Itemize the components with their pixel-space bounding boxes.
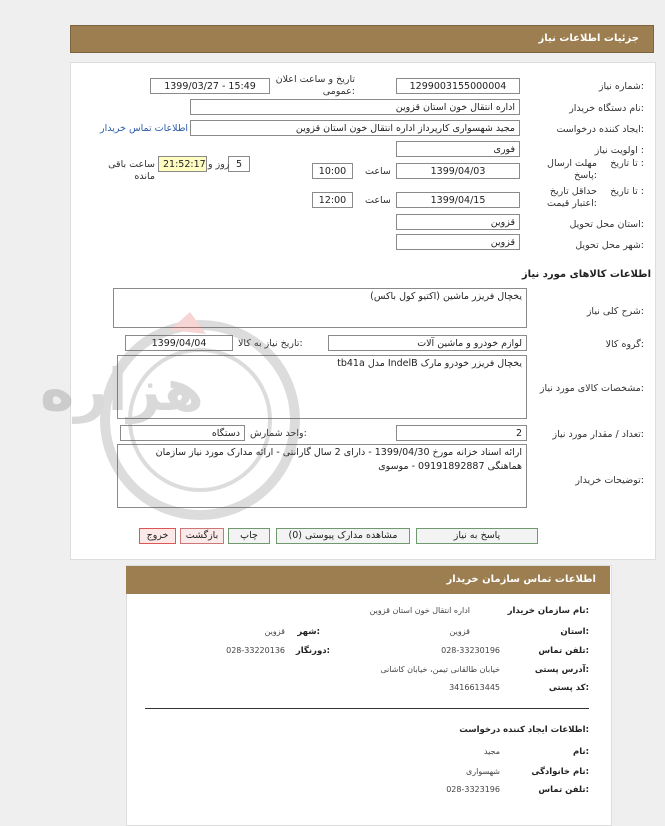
reply-button[interactable]: پاسخ به نیاز — [416, 528, 538, 544]
watermark-text: هزاره — [40, 356, 204, 424]
quantity-label: تعداد / مقدار مورد نیاز: — [552, 429, 644, 440]
summary-label: شرح کلی نیاز: — [586, 306, 644, 317]
exit-button[interactable]: خروج — [139, 528, 176, 544]
org-name-value: اداره انتقال خون استان قزوین — [369, 606, 470, 615]
reply-time-field: 10:00 — [312, 163, 353, 179]
province-value: قزوین — [449, 627, 470, 636]
city-label: شهر: — [297, 627, 320, 637]
view-attachments-button[interactable]: مشاهده مدارک پیوستی (0) — [276, 528, 410, 544]
price-validity-label: حداقل تاریخ اعتبار قیمت: — [547, 186, 597, 209]
city-value: قزوین — [264, 627, 285, 636]
priority-field: فوری — [396, 141, 520, 157]
buyer-contact-link[interactable]: اطلاعات تماس خریدار — [100, 123, 189, 134]
address-label: آدرس پستی: — [534, 665, 589, 675]
fax-label: دورنگار: — [295, 646, 330, 656]
need-number-label: شماره نیاز: — [598, 81, 644, 92]
creator-phone-value: 028-3323196 — [446, 785, 500, 794]
postal-code-value: 3416613445 — [449, 683, 500, 692]
price-validity-date-field: 1399/04/15 — [396, 192, 520, 208]
creator-family-label: نام خانوادگی: — [531, 767, 589, 777]
buyer-notes-label: توضیحات خریدار: — [575, 475, 644, 486]
unit-label: واحد شمارش: — [250, 428, 307, 439]
specs-field: یخچال فریزر خودرو مارک IndelB مدل tb41a — [117, 355, 527, 419]
buyer-notes-field: ارائه اسناد خزانه مورخ 1399/04/30 - دارای 2 سال گارانتی - ارائه مدارک مورد نیاز سازمان هماهنگی 09191892887 - موسوی — [117, 444, 527, 508]
requester-label: ایجاد کننده درخواست: — [556, 124, 644, 135]
reply-deadline-label: مهلت ارسال پاسخ: — [547, 158, 597, 181]
remaining-time-field: 21:52:17 — [158, 156, 207, 172]
specs-label: مشخصات کالای مورد نیاز: — [539, 383, 644, 394]
remaining-time-label: ساعت باقی مانده — [108, 159, 155, 182]
contact-card-header — [126, 566, 610, 594]
card-divider — [145, 708, 589, 709]
goods-section-title: اطلاعات کالاهای مورد نیاز — [521, 269, 651, 280]
page-header — [70, 25, 654, 53]
reply-date-field: 1399/04/03 — [396, 163, 520, 179]
reply-time-label: ساعت — [365, 166, 391, 177]
fax-value: 028-33220136 — [226, 646, 285, 655]
back-button[interactable]: بازگشت — [180, 528, 224, 544]
price-validity-time-field: 12:00 — [312, 192, 353, 208]
need-date-label: تاریخ نیاز به کالا: — [238, 338, 303, 349]
creator-phone-label: تلفن تماس: — [538, 785, 589, 795]
address-value: خیابان طالقانی تیمن، خیابان کاشانی — [380, 665, 500, 674]
delivery-province-label: استان محل تحویل: — [569, 219, 644, 230]
reply-until-date-label: تا تاریخ : — [610, 158, 644, 169]
delivery-city-field: قزوین — [396, 234, 520, 250]
need-date-field: 1399/04/04 — [125, 335, 233, 351]
delivery-city-label: شهر محل تحویل: — [575, 240, 644, 251]
buyer-org-field: اداره انتقال خون استان قزوین — [190, 99, 520, 115]
creator-name-label: نام: — [572, 747, 589, 757]
creator-name-value: مجید — [483, 747, 500, 756]
print-button[interactable]: چاپ — [228, 528, 270, 544]
priority-label: اولویت نیاز : — [594, 145, 644, 156]
quantity-field: 2 — [396, 425, 527, 441]
creator-family-value: شهسواری — [465, 767, 500, 776]
phone-label: تلفن تماس: — [538, 646, 589, 656]
delivery-province-field: قزوین — [396, 214, 520, 230]
creator-section-title: اطلاعات ایجاد کننده درخواست: — [459, 725, 589, 735]
remaining-days-field: 5 — [228, 156, 250, 172]
province-label: استان: — [560, 627, 589, 637]
announce-datetime-field: 1399/03/27 - 15:49 — [150, 78, 270, 94]
contact-card-title: اطلاعات تماس سازمان خریدار — [446, 574, 596, 585]
summary-field: یخچال فریزر ماشین (اکتیو کول باکس) — [113, 288, 527, 328]
org-name-label: نام سازمان خریدار: — [507, 606, 589, 616]
price-time-label: ساعت — [365, 195, 391, 206]
phone-value: 028-33230196 — [441, 646, 500, 655]
need-number-field: 1299003155000004 — [396, 78, 520, 94]
goods-group-field: لوازم خودرو و ماشین آلات — [328, 335, 527, 351]
page-title: جزئیات اطلاعات نیاز — [538, 33, 639, 44]
days-label: روز و — [208, 159, 230, 170]
requester-field: مجید شهسواری کارپرداز اداره انتقال خون استان قزوین — [190, 120, 520, 136]
goods-group-label: گروه کالا: — [605, 339, 644, 350]
announce-datetime-label: تاریخ و ساعت اعلان عمومی: — [275, 74, 355, 97]
unit-field: دستگاه — [120, 425, 245, 441]
price-until-date-label: تا تاریخ : — [610, 186, 644, 197]
postal-code-label: کد پستی: — [548, 683, 589, 693]
buyer-org-label: نام دستگاه خریدار: — [569, 103, 644, 114]
